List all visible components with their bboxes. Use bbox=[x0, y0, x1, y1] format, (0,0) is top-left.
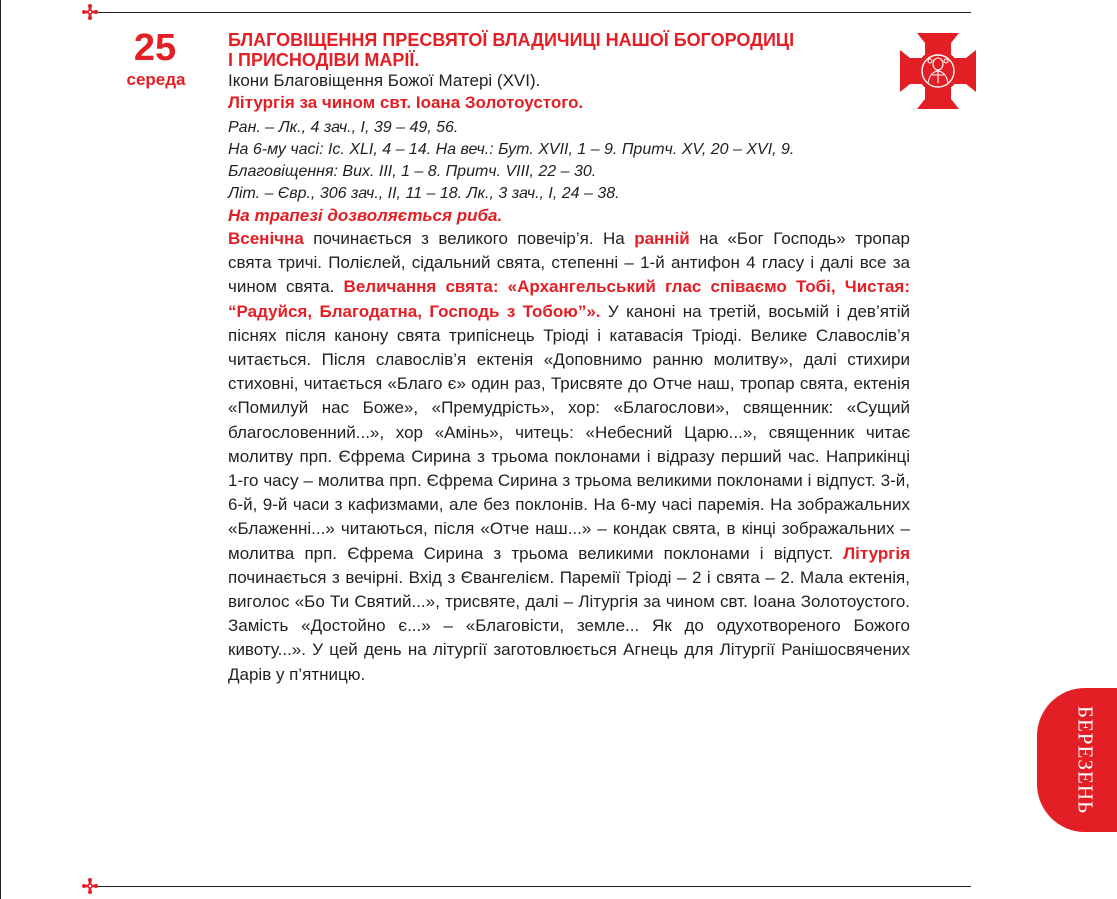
reading-line: Ран. – Лк., 4 зач., І, 39 – 49, 56. bbox=[228, 119, 459, 136]
feast-title-line-1: БЛАГОВІЩЕННЯ ПРЕСВЯТОЇ ВЛАДИЧИЦІ НАШОЇ БОГОРОДИЦІ bbox=[228, 30, 795, 50]
page-left-border bbox=[0, 0, 1, 899]
reading-line: Літ. – Євр., 306 зач., ІІ, 11 – 18. Лк., 3 зач., І, 24 – 38. bbox=[228, 185, 620, 202]
feast-cross-icon bbox=[898, 31, 978, 111]
weekday-name: середа bbox=[126, 70, 186, 89]
instruction-text: починається з великого повечір’я. На bbox=[303, 229, 635, 248]
bottom-rule bbox=[96, 886, 971, 887]
magnification-text: Величання свята: «Архангельський глас співаємо Тобі, Чистая: “Радуйся, Благодатна, Господь з Тобою”». bbox=[228, 277, 910, 321]
service-instructions bbox=[228, 227, 910, 687]
fasting-note: На трапезі дозволяється риба. bbox=[228, 206, 503, 225]
matins-term: ранній bbox=[634, 229, 690, 248]
top-rule bbox=[96, 12, 971, 13]
instruction-text: У каноні на третій, восьмій і дев’ятій піснях після канону свята трипіснець Тріоді і катавасія Тріоді. Велике Славослів’я читається. Після славослів’я ектенія «Доповнимо ранню молитву», далі стихири стиховні, читається «Благо є» один раз, Трисвяте до Отче наш, тропар свята, ектенія «Помилуй нас Боже», «Премудрість», хор: «Благослови», священник: «Сущий благословенний...», хор «Амінь», читець: «Небесний Царю...», священник читає молитву прп. Єфрема Сирина з трьома поклонами і відразу перший час. Наприкінці 1-го часу – молитва прп. Єфрема Сирина з трьома великими поклонами і відпуст. 3-й, 6-й, 9-й часи з кафизмами, але без поклонів. На 6-му часі паремія. На зображальних «Блаженні...» читаються, після «Отче наш...» – кондак свята, в кінці зображальних – молитва прп. Єфрема Сирина з трьома великими поклонами і відпуст. bbox=[228, 301, 910, 563]
liturgy-rubric: Літургія за чином свт. Іоана Золотоустого. bbox=[228, 93, 584, 112]
entry-content bbox=[228, 30, 908, 687]
vigil-term: Всенічна bbox=[228, 229, 304, 248]
bottom-rule-cross-ornament-icon bbox=[82, 878, 98, 894]
month-tab-label: БЕРЕЗЕНЬ bbox=[1073, 705, 1098, 815]
scripture-readings bbox=[228, 117, 908, 205]
day-number: 25 bbox=[133, 27, 177, 69]
month-tab bbox=[1037, 688, 1117, 832]
reading-line: На 6-му часі: Іс. XLI, 4 – 14. На веч.: Бут. XVII, 1 – 9. Притч. XV, 20 – XVI, 9. bbox=[228, 141, 795, 158]
feast-title-line-2: І ПРИСНОДІВИ МАРІЇ. bbox=[228, 50, 420, 70]
top-rule-cross-ornament-icon bbox=[82, 4, 98, 20]
instruction-text: починається з вечірні. Вхід з Євангелієм. Паремії Тріоді – 2 і свята – 2. Мала ектенія, виголос «Бо Ти Святий...», трисвяте, далі – Літургія за чином свт. Іоана Золотоустого. Замість «Достойно є...» – «Благовісти, земле... Як до одухотвореного Божого кивоту...». У цей день на літургії заготовлюється Агнець для Літургії Ранішосвячених Дарів у п’ятницю. bbox=[228, 567, 910, 684]
instruction-text: на «Бог Господь» тропар свята тричі. Полієлей, сідальний свята, степенні – 1-й антифон 4 гласу і далі все за чином свята. bbox=[228, 229, 910, 297]
feast-title bbox=[228, 30, 900, 70]
reading-line: Благовіщення: Вих. ІІІ, 1 – 8. Притч. VIII, 22 – 30. bbox=[228, 163, 597, 180]
liturgy-term: Літургія bbox=[843, 543, 910, 563]
feast-subtitle: Ікони Благовіщення Божої Матері (XVI). bbox=[228, 71, 541, 90]
